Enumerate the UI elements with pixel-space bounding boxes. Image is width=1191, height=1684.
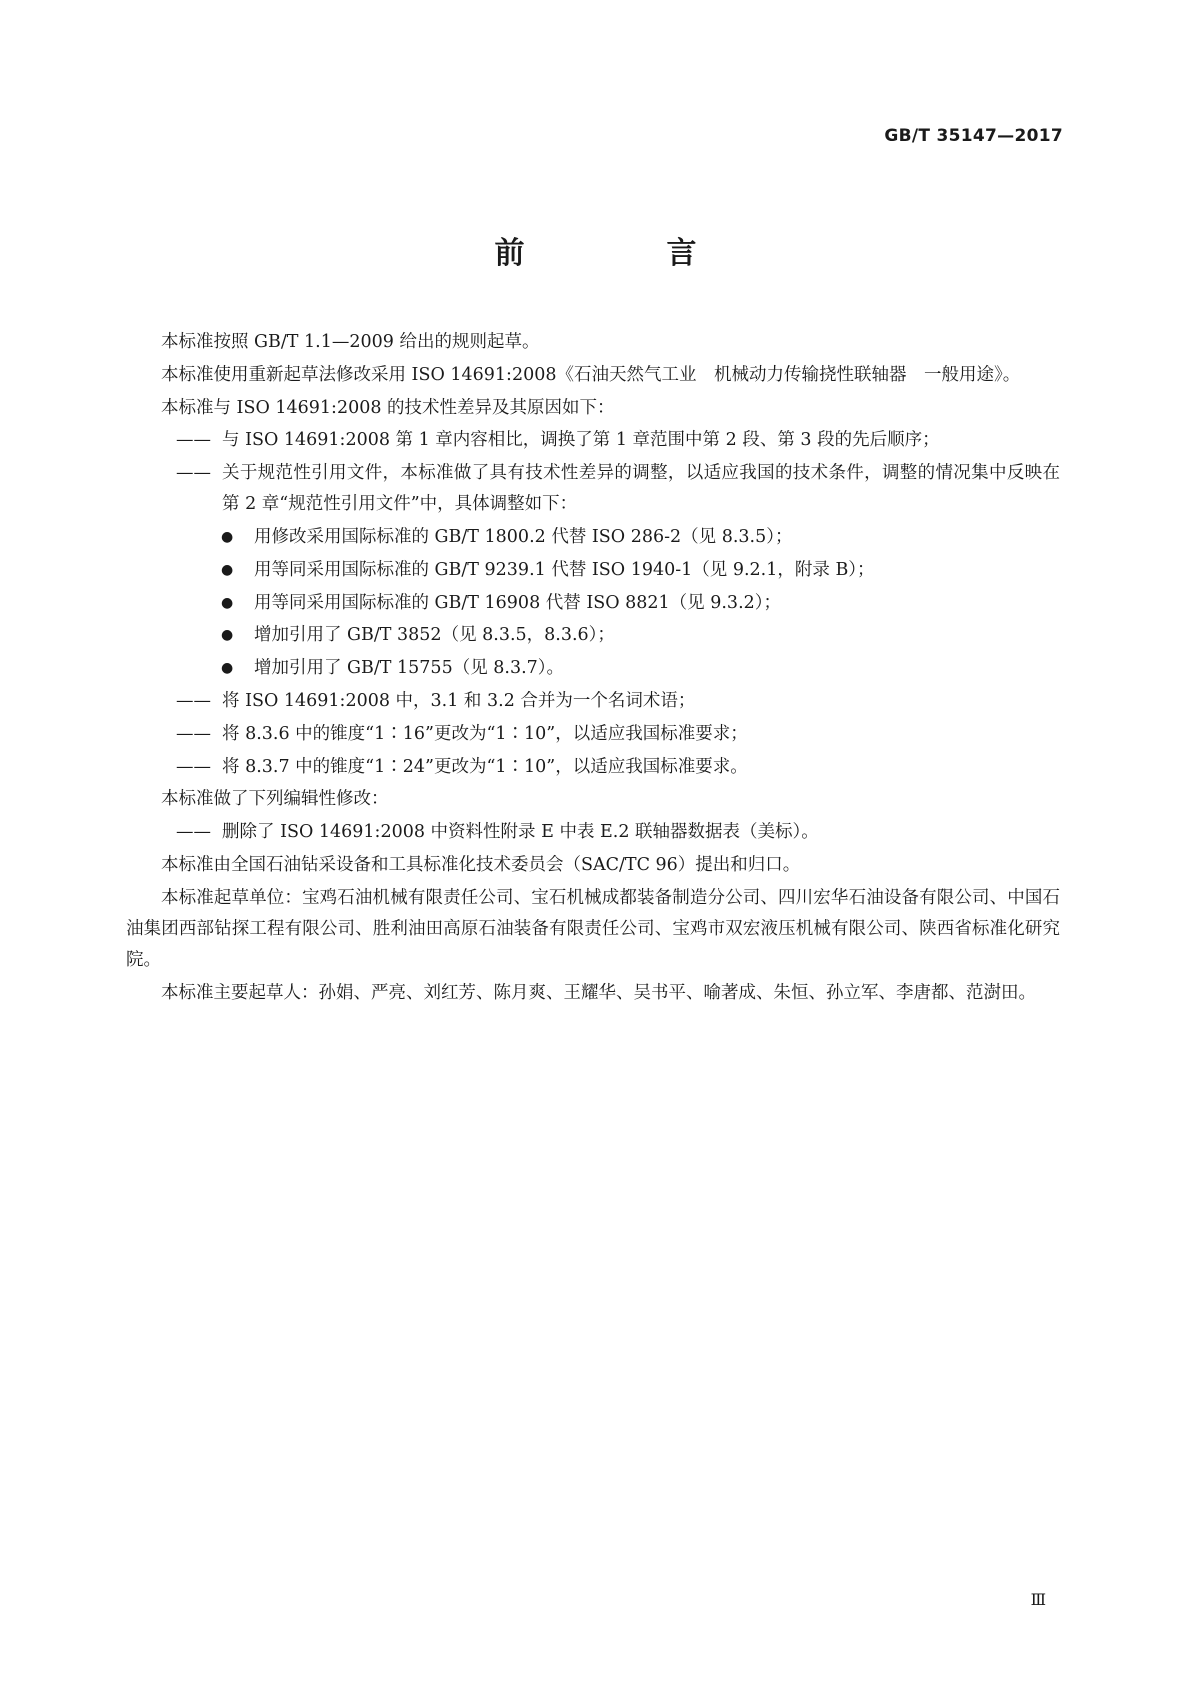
dash-item-text: 删除了 ISO 14691:2008 中资料性附录 E 中表 E.2 联轴器数据表（美标）。 — [222, 822, 819, 843]
bullet-item-text: 用修改采用国际标准的 GB/T 1800.2 代替 ISO 286-2（见 8.3.5）； — [254, 526, 793, 547]
bullet-item — [126, 620, 1060, 651]
dash-item-text: 将 ISO 14691:2008 中，3.1 和 3.2 合并为一个名词术语； — [222, 690, 696, 711]
dash-mark: —— — [176, 430, 211, 451]
page-title: 前 言 — [494, 236, 753, 271]
dash-mark: —— — [176, 463, 211, 484]
bullet-item-text: 用等同采用国际标准的 GB/T 9239.1 代替 ISO 1940-1（见 9.2.1，附录 B）； — [254, 559, 875, 580]
bullet-icon: ● — [221, 627, 234, 644]
dash-item — [126, 458, 1060, 520]
bullet-item-text: 增加引用了 GB/T 3852（见 8.3.5，8.3.6）； — [254, 625, 615, 646]
page-number: Ⅲ — [1030, 1590, 1046, 1609]
dash-item — [126, 752, 1060, 783]
bullet-icon: ● — [221, 528, 234, 545]
bullet-item — [126, 522, 1060, 553]
standard-code: GB/T 35147—2017 — [884, 126, 1063, 146]
dash-mark: —— — [176, 822, 211, 843]
bullet-icon: ● — [221, 594, 234, 611]
dash-item — [126, 425, 1060, 456]
dash-mark: —— — [176, 756, 211, 777]
bullet-item — [126, 653, 1060, 684]
document-body — [126, 327, 1060, 1010]
dash-item-text: 关于规范性引用文件，本标准做了具有技术性差异的调整，以适应我国的技术条件，调整的情况集中反映在第 2 章“规范性引用文件”中，具体调整如下： — [222, 463, 1060, 515]
dash-item-text: 将 8.3.6 中的锥度“1∶16”更改为“1∶10”，以适应我国标准要求； — [222, 723, 748, 744]
dash-item-text: 将 8.3.7 中的锥度“1∶24”更改为“1∶10”，以适应我国标准要求。 — [222, 756, 748, 777]
paragraph-drafting-units: 本标准起草单位：宝鸡石油机械有限责任公司、宝石机械成都装备制造分公司、四川宏华石油设备有限公司、中国石油集团西部钻探工程有限公司、胜利油田高原石油装备有限责任公司、宝鸡市双宏液压机械有限公司、陕西省标准化研究院。 — [126, 887, 1060, 970]
bullet-item — [126, 588, 1060, 619]
dash-mark: —— — [176, 690, 211, 711]
bullet-icon: ● — [221, 561, 234, 578]
bullet-item — [126, 555, 1060, 586]
bullet-icon: ● — [221, 660, 234, 677]
bullet-item-text: 用等同采用国际标准的 GB/T 16908 代替 ISO 8821（见 9.3.2）； — [254, 592, 782, 613]
bullet-item-text: 增加引用了 GB/T 15755（见 8.3.7）。 — [254, 658, 565, 679]
dash-item-text: 与 ISO 14691:2008 第 1 章内容相比，调换了第 1 章范围中第 2 段、第 3 段的先后顺序； — [222, 430, 940, 451]
paragraph-proposer: 本标准由全国石油钻采设备和工具标准化技术委员会（SAC/TC 96）提出和归口。 — [161, 854, 801, 875]
dash-item — [126, 686, 1060, 717]
paragraph-drafting-rules: 本标准按照 GB/T 1.1—2009 给出的规则起草。 — [161, 332, 540, 352]
dash-item — [126, 719, 1060, 750]
dash-item — [126, 817, 1060, 848]
dash-mark: —— — [176, 723, 211, 744]
paragraph-drafters: 本标准主要起草人：孙娟、严亮、刘红芳、陈月爽、王耀华、吴书平、喻著成、朱恒、孙立军、李唐都、范澍田。 — [161, 982, 1036, 1003]
paragraph-editorial-changes: 本标准做了下列编辑性修改： — [161, 789, 389, 810]
paragraph-technical-differences: 本标准与 ISO 14691:2008 的技术性差异及其原因如下： — [161, 397, 615, 418]
paragraph-adoption-method: 本标准使用重新起草法修改采用 ISO 14691:2008《石油天然气工业 机械动力传输挠性联轴器 一般用途》。 — [161, 364, 1021, 385]
